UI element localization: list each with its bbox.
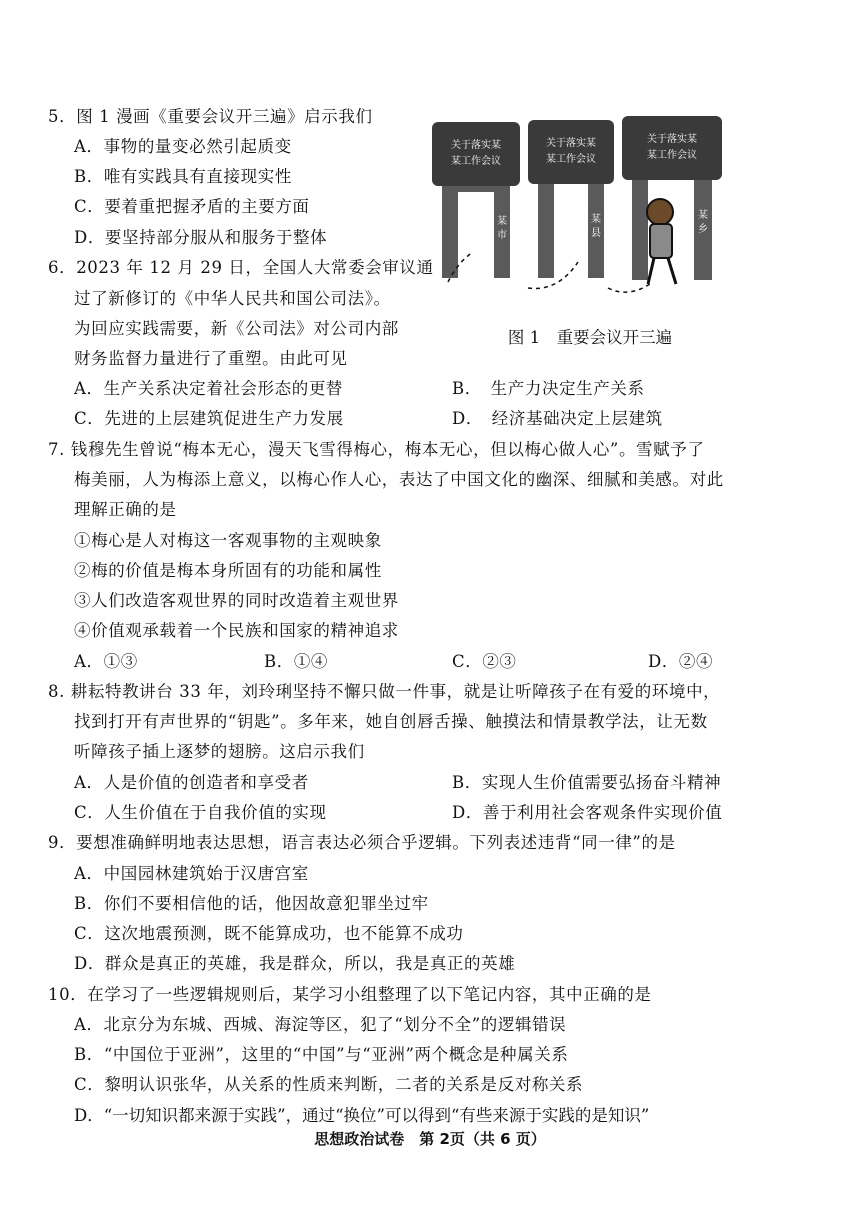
q8-option-a: A．人是价值的创造者和享受者 [74,773,309,792]
q7-statement-4: ④价值观承载着一个民族和国家的精神追求 [74,621,399,640]
walking-person [647,199,676,284]
q6-option-b: B． 生产力决定生产关系 [452,379,645,398]
figure-caption: 图 1 重要会议开三遍 [507,328,673,347]
q6-stem-line-1: 6．2023 年 12 月 29 日，全国人大常委会审议通 [48,258,434,277]
q7-stem-line-3: 理解正确的是 [74,500,177,519]
q7-option-b: B．①④ [264,652,329,671]
q5-option-a: A．事物的量变必然引起质变 [74,137,292,156]
gate-1-label: 某 [497,216,507,227]
q6-option-a: A．生产关系决定着社会形态的更替 [74,379,344,398]
q9-stem: 9．要想准确鲜明地表达思想，语言表达必须合乎逻辑。下列表述违背“同一律”的是 [48,833,676,852]
q8-stem-line-3: 听障孩子插上逐梦的翅膀。这启示我们 [74,742,365,761]
q10-option-b: B．“中国位于亚洲”，这里的“中国”与“亚洲”两个概念是种属关系 [74,1045,569,1064]
svg-text:市: 市 [497,230,507,241]
q7-statement-3: ③人们改造客观世界的同时改造着主观世界 [74,591,399,610]
q10-stem: 10．在学习了一些逻辑规则后，某学习小组整理了以下笔记内容，其中正确的是 [48,985,652,1004]
q5-option-c: C．要着重把握矛盾的主要方面 [74,197,310,216]
q9-option-b: B．你们不要相信他的话，他因故意犯罪坐过牢 [74,894,429,913]
q7-statement-2: ②梅的价值是梅本身所固有的功能和属性 [74,561,382,580]
svg-text:某工作会议: 某工作会议 [546,154,596,165]
q6-option-d: D． 经济基础决定上层建筑 [452,409,663,428]
cartoon-figure [428,112,728,302]
q7-stem-line-1: 7. 钱穆先生曾说“梅本无心，漫天飞雪得梅心，梅本无心，但以梅心做人心”。雪赋予了 [48,440,705,459]
q5-stem: 5．图 1 漫画《重要会议开三遍》启示我们 [48,107,373,126]
q9-option-c: C．这次地震预测，既不能算成功，也不能算不成功 [74,924,464,943]
svg-text:关于落实某: 关于落实某 [647,134,697,145]
q7-statement-1: ①梅心是人对梅这一客观事物的主观映象 [74,531,382,550]
q5-option-b: B．唯有实践具有直接现实性 [74,167,292,186]
page-footer: 思想政治试卷 第 2页（共 6 页） [314,1130,546,1148]
q10-option-c: C．黎明认识张华，从关系的性质来判断，二者的关系是反对称关系 [74,1075,584,1094]
q6-stem-line-4: 财务监督力量进行了重塑。由此可见 [74,349,348,368]
q7-option-a: A．①③ [74,652,138,671]
svg-text:关于落实某: 关于落实某 [546,138,596,149]
svg-text:乡: 乡 [698,224,708,235]
q8-option-c: C．人生价值在于自我价值的实现 [74,803,327,822]
gate-1-sign-l2: 某工作会议 [451,156,501,167]
svg-text:县: 县 [591,228,601,239]
gate-1-sign-l1: 关于落实某 [451,140,501,151]
q7-stem-line-2: 梅美丽，人为梅添上意义，以梅心作人心，表达了中国文化的幽深、细腻和美感。对此 [74,470,724,489]
q7-option-d: D．②④ [648,652,714,671]
q9-option-d: D．群众是真正的英雄，我是群众，所以，我是真正的英雄 [74,954,516,973]
q6-stem-line-2: 过了新修订的《中华人民共和国公司法》。 [74,289,391,308]
svg-text:某: 某 [591,214,601,225]
svg-text:某: 某 [698,210,708,221]
q8-option-d: D．善于利用社会客观条件实现价值 [452,803,723,822]
q9-option-a: A．中国园林建筑始于汉唐宫室 [74,864,309,883]
gate-2 [528,120,614,278]
q8-stem-line-2: 找到打开有声世界的“钥匙”。多年来，她自创唇舌操、触摸法和情景教学法，让无数 [74,712,708,731]
q8-stem-line-1: 8. 耕耘特教讲台 33 年，刘玲琍坚持不懈只做一件事，就是让听障孩子在有爱的环境中， [48,682,721,701]
q7-option-c: C．②③ [452,652,517,671]
gate-1 [432,122,520,278]
q6-stem-line-3: 为回应实践需要，新《公司法》对公司内部 [74,319,399,338]
q10-option-a: A．北京分为东城、西城、海淀等区，犯了“划分不全”的逻辑错误 [74,1015,567,1034]
q10-option-d: D．“一切知识都来源于实践”，通过“换位”可以得到“有些来源于实践的是知识” [74,1106,650,1125]
q6-option-c: C．先进的上层建筑促进生产力发展 [74,409,344,428]
svg-text:某工作会议: 某工作会议 [647,150,697,161]
q8-option-b: B．实现人生价值需要弘扬奋斗精神 [452,773,722,792]
q5-option-d: D．要坚持部分服从和服务于整体 [74,228,328,247]
